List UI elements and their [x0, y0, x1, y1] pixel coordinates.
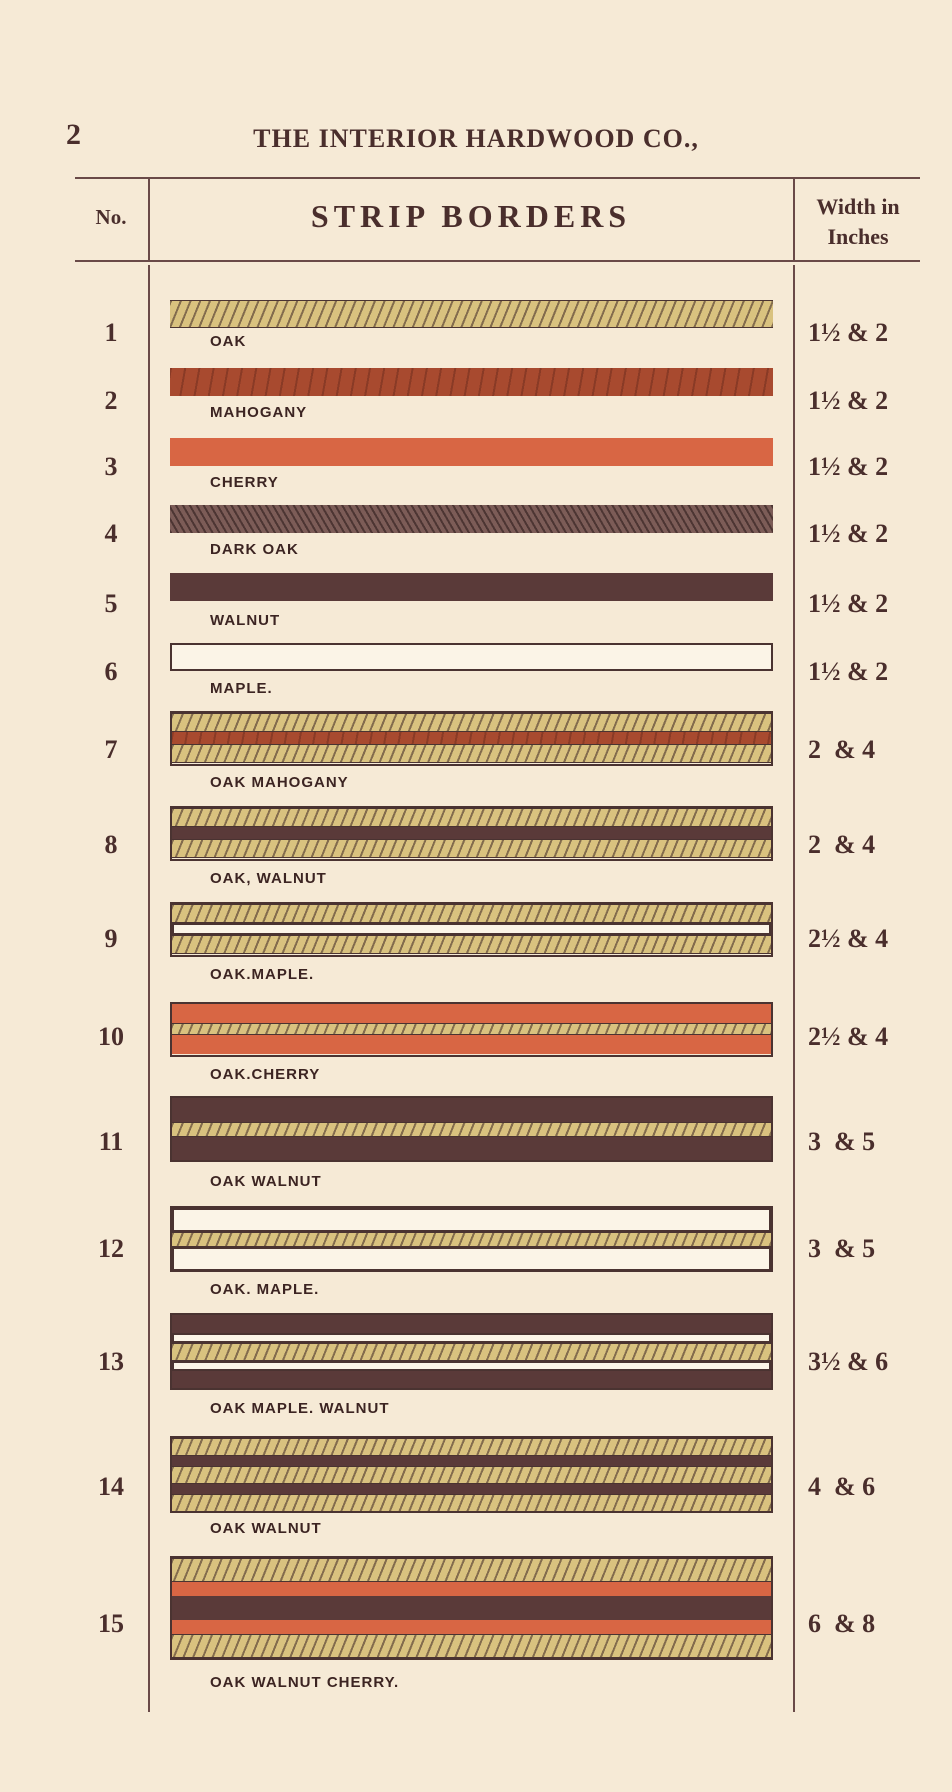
border-strip-swatch — [170, 711, 773, 766]
width-in-inches: 3 & 5 — [808, 1127, 876, 1156]
row-number: 8 — [104, 830, 118, 859]
width-in-inches: 4 & 6 — [808, 1472, 876, 1501]
row-number: 9 — [104, 924, 118, 953]
wood-band-oak — [170, 300, 773, 328]
width-in-inches: 1½ & 2 — [808, 519, 889, 548]
column-divider-right — [793, 178, 795, 260]
wood-band-walnut — [172, 1456, 771, 1466]
wood-band-walnut — [172, 1315, 771, 1333]
border-strip-swatch — [170, 1206, 773, 1272]
wood-label: OAK. MAPLE. — [210, 1281, 320, 1298]
wood-band-oak — [172, 904, 771, 923]
border-strip-swatch — [170, 573, 773, 601]
row-number: 10 — [98, 1022, 124, 1051]
border-strip-swatch — [170, 1556, 773, 1660]
wood-band-cherry — [172, 1620, 771, 1634]
wood-band-walnut — [172, 1596, 771, 1620]
row-number: 15 — [98, 1609, 124, 1638]
wood-label: CHERRY — [210, 474, 279, 491]
row-number: 7 — [104, 735, 118, 764]
row-number: 5 — [104, 589, 118, 618]
wood-label: DARK OAK — [210, 541, 299, 558]
wood-band-oak — [172, 1023, 771, 1035]
width-in-inches: 2 & 4 — [808, 830, 876, 859]
width-in-inches: 1½ & 2 — [808, 318, 889, 347]
body-divider-left — [148, 265, 150, 1712]
width-in-inches: 6 & 8 — [808, 1609, 876, 1638]
wood-band-walnut — [172, 827, 771, 839]
wood-label: OAK WALNUT CHERRY. — [210, 1674, 400, 1691]
row-number: 4 — [104, 519, 118, 548]
wood-band-walnut — [172, 1098, 771, 1122]
row-number: 13 — [98, 1347, 124, 1376]
wood-band-maple — [172, 1361, 771, 1371]
width-in-inches: 2½ & 4 — [808, 924, 889, 953]
width-in-inches: 1½ & 2 — [808, 657, 889, 686]
border-strip-swatch — [170, 505, 773, 533]
wood-band-oak — [172, 935, 771, 954]
width-in-inches: 1½ & 2 — [808, 452, 889, 481]
border-strip-swatch — [170, 368, 773, 396]
column-header-no: No. — [95, 205, 127, 229]
wood-band-oak — [172, 713, 771, 732]
width-in-inches: 1½ & 2 — [808, 589, 889, 618]
body-divider-right — [793, 265, 795, 1712]
wood-band-maple — [172, 1333, 771, 1343]
wood-band-mahogany — [172, 732, 771, 744]
wood-band-oak — [172, 1466, 771, 1484]
page-header: THE INTERIOR HARDWOOD CO., — [253, 124, 699, 153]
border-strip-swatch — [170, 1436, 773, 1513]
wood-label: WALNUT — [210, 612, 281, 629]
wood-band-oak — [172, 1634, 771, 1658]
width-in-inches: 2½ & 4 — [808, 1022, 889, 1051]
wood-band-walnut — [170, 573, 773, 601]
wood-label: MAHOGANY — [210, 404, 308, 421]
wood-band-cherry — [172, 1582, 771, 1596]
wood-band-oak — [172, 1343, 771, 1361]
wood-band-oak — [172, 1494, 771, 1512]
row-number: 2 — [104, 386, 118, 415]
wood-band-walnut — [172, 1371, 771, 1389]
wood-band-walnut — [172, 1137, 771, 1161]
row-number: 6 — [104, 657, 118, 686]
wood-label: OAK.MAPLE. — [210, 966, 315, 983]
wood-band-maple — [170, 643, 773, 671]
wood-band-darkoak — [170, 505, 773, 533]
wood-band-maple — [172, 1247, 771, 1271]
wood-label: OAK WALNUT — [210, 1520, 322, 1537]
wood-band-cherry — [170, 438, 773, 466]
row-number: 11 — [98, 1127, 124, 1156]
border-strip-swatch — [170, 902, 773, 957]
wood-band-mahogany — [170, 368, 773, 396]
wood-band-maple — [172, 1208, 771, 1232]
wood-label: OAK — [210, 333, 247, 350]
wood-label: OAK MAHOGANY — [210, 774, 349, 791]
width-in-inches: 3 & 5 — [808, 1234, 876, 1263]
wood-label: OAK WALNUT — [210, 1173, 322, 1190]
width-in-inches: 1½ & 2 — [808, 386, 889, 415]
column-header-width-line2: Inches — [827, 224, 889, 249]
wood-label: OAK, WALNUT — [210, 870, 327, 887]
header-rule-bottom — [75, 260, 920, 262]
wood-band-cherry — [172, 1035, 771, 1054]
column-header-width-line1: Width in — [816, 194, 900, 219]
row-number: 1 — [104, 318, 118, 347]
border-strip-swatch — [170, 643, 773, 671]
wood-band-maple — [172, 923, 771, 935]
wood-band-oak — [172, 1558, 771, 1582]
border-strip-swatch — [170, 300, 773, 328]
row-number: 14 — [98, 1472, 124, 1501]
column-header-title: STRIP BORDERS — [310, 198, 632, 234]
wood-band-oak — [172, 808, 771, 827]
row-number: 12 — [98, 1234, 124, 1263]
width-in-inches: 3½ & 6 — [808, 1347, 889, 1376]
border-strip-swatch — [170, 438, 773, 466]
wood-label: OAK.CHERRY — [210, 1066, 321, 1083]
page-number: 2 — [66, 118, 81, 151]
border-strip-swatch — [170, 1096, 773, 1162]
border-strip-swatch — [170, 1313, 773, 1390]
width-in-inches: 2 & 4 — [808, 735, 876, 764]
wood-label: MAPLE. — [210, 680, 273, 697]
column-header-width — [796, 192, 920, 252]
wood-label: OAK MAPLE. WALNUT — [210, 1400, 390, 1417]
row-number: 3 — [104, 452, 118, 481]
wood-band-walnut — [172, 1484, 771, 1494]
wood-band-oak — [172, 744, 771, 763]
wood-band-cherry — [172, 1004, 771, 1023]
border-strip-swatch — [170, 806, 773, 861]
wood-band-oak — [172, 839, 771, 858]
border-strip-swatch — [170, 1002, 773, 1057]
wood-band-oak — [172, 1232, 771, 1247]
wood-band-oak — [172, 1122, 771, 1137]
wood-band-oak — [172, 1438, 771, 1456]
